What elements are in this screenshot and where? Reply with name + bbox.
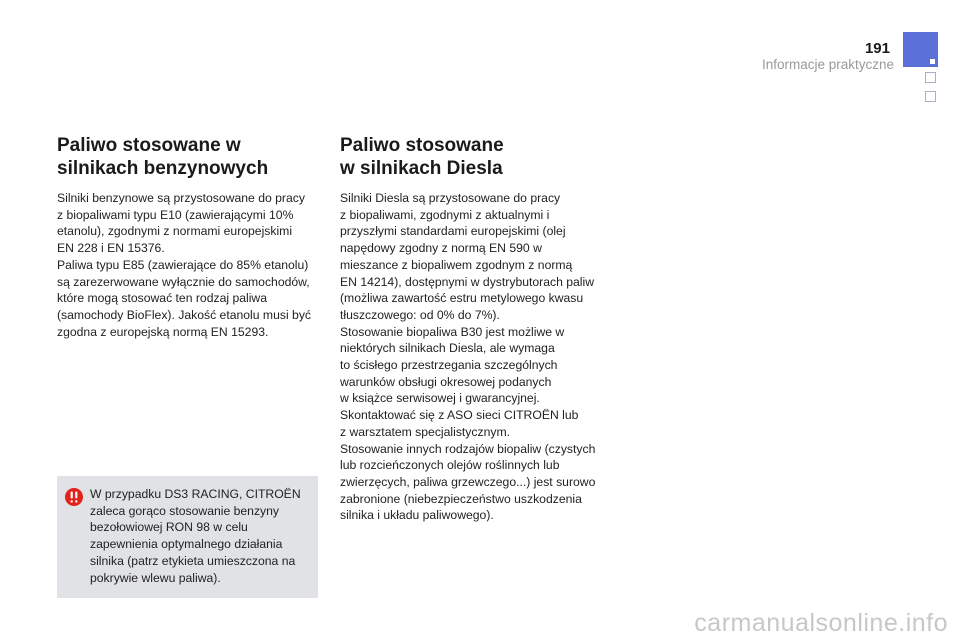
petrol-section-body: Silniki benzynowe są przystosowane do pracy z biopaliwami typu E10 (zawierającymi 10% etanolu), zgodnymi z normami europejskimi EN 228 i EN 15376. Paliwa typu E85 (zawierające do 85% etanolu) są zarezerwowane wyłącznie do samochodów, które mogą stosować ten rodzaj paliwa (samochody BioFlex). Jakość etanolu musi być zgodna z europejską normą EN 15293. (57, 191, 312, 339)
chapter-tab[interactable] (925, 72, 936, 83)
diesel-section-title: Paliwo stosowane w silnikach Diesla (340, 135, 504, 179)
chapter-tab-active[interactable] (903, 32, 938, 67)
chapter-tab[interactable] (925, 91, 936, 102)
diesel-section-body: Silniki Diesla są przystosowane do pracy z biopaliwami, zgodnymi z aktualnymi i przyszłymi standardami europejskimi (olej napędowy zgodny z normą EN 590 w mieszance z biopaliwem zgodnym z normą EN 14214), dostępnymi w dystrybutorach paliw (możliwa zawartość estru metylowego kwasu tłuszczowego: od 0% do 7%). Stosowanie biopaliwa B30 jest możliwe w niektórych silnikach Diesla, ale wymaga to ścisłego przestrzegania szczególnych warunków obsługi okresowej podanych w książce serwisowej i gwarancyjnej. Skontaktować się z ASO sieci CITROËN lub z warsztatem specjalistycznym. Stosowanie innych rodzajów biopaliw (czystych lub rozcieńczonych olejów roślinnych lub zwierzęcych, paliwa grzewczego...) jest surowo zabronione (niebezpieczeństwo uszkodzenia silnika i układu paliwowego). (340, 191, 596, 523)
section-label: Informacje praktyczne (761, 57, 894, 72)
page-number: 191 (864, 40, 890, 57)
warning-box (57, 476, 318, 598)
double-exclamation-warning-icon (65, 488, 83, 506)
tab-marker (930, 59, 935, 64)
watermark: carmanualsonline.info (694, 609, 948, 637)
petrol-section-title: Paliwo stosowane w silnikach benzynowych (57, 135, 269, 179)
warning-text: W przypadku DS3 RACING, CITROËN zaleca gorąco stosowanie benzyny bezołowiowej RON 98 w celu zapewnienia optymalnego działania silnika (patrz etykieta umieszczona na pokrywie wlewu paliwa). (90, 487, 301, 585)
